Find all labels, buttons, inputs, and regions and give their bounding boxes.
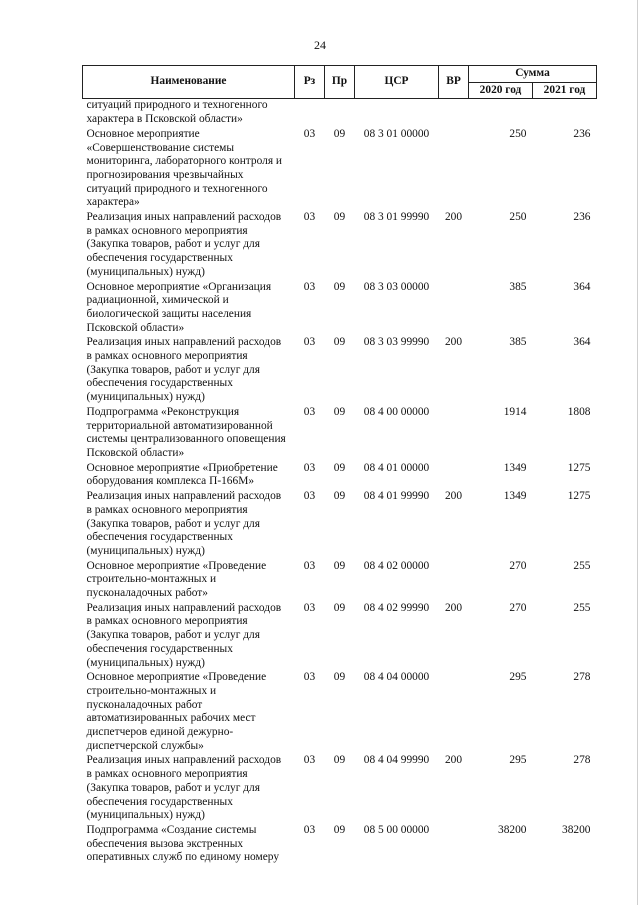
cell-vr: 200 xyxy=(444,601,463,614)
cell-pr: 09 xyxy=(333,405,346,418)
header-vr: ВР xyxy=(439,66,469,99)
page-number: 24 xyxy=(314,38,326,52)
cell-vr: 200 xyxy=(444,490,463,503)
cell-pr: 09 xyxy=(333,823,346,836)
cell-rz: 03 xyxy=(303,461,316,474)
table-row xyxy=(83,99,597,128)
table-row xyxy=(83,490,597,560)
table-header xyxy=(83,66,597,99)
cell-sum-2021: 1275 xyxy=(567,490,591,503)
cell-rz: 03 xyxy=(303,601,316,614)
cell-rz: 03 xyxy=(303,559,316,572)
cell-csr: 08 3 01 99990 xyxy=(363,211,430,224)
header-csr: ЦСР xyxy=(355,66,439,99)
cell-name: Реализация иных направлений расходов в рамках основного мероприятия (Закупка товаров, работ и услуг для обеспечения государственных (муниципальных) нужд) xyxy=(86,490,282,557)
header-year-2020: 2020 год xyxy=(469,82,533,99)
header-name: Наименование xyxy=(83,66,295,99)
cell-name: Реализация иных направлений расходов в рамках основного мероприятия (Закупка товаров, работ и услуг для обеспечения государственных (муниципальных) нужд) xyxy=(86,754,282,822)
cell-vr xyxy=(439,99,469,128)
cell-csr: 08 4 01 00000 xyxy=(363,461,430,474)
table-body xyxy=(83,99,597,866)
cell-sum-2021: 364 xyxy=(573,280,591,293)
cell-name: Основное мероприятие «Проведение строительно-монтажных и пусконаладочных работ» xyxy=(86,559,267,600)
cell-rz: 03 xyxy=(303,336,316,349)
cell-name: Основное мероприятие «Совершенствование системы мониторинга, лабораторного контроля и прогнозирования чрезвычайных ситуаций природного и техногенного характера» xyxy=(86,127,283,209)
budget-table xyxy=(82,65,597,866)
cell-rz: 03 xyxy=(303,280,316,293)
cell-sum-2021: 278 xyxy=(573,671,591,684)
cell-sum-2020: 385 xyxy=(509,280,527,293)
cell-csr: 08 3 03 00000 xyxy=(363,280,430,293)
cell-vr xyxy=(439,824,469,866)
cell-pr: 09 xyxy=(333,461,346,474)
cell-name: Подпрограмма «Создание системы обеспечения вызова экстренных оперативных служб по единому номеру xyxy=(86,823,280,864)
cell-csr: 08 4 01 99990 xyxy=(363,490,430,503)
cell-pr: 09 xyxy=(333,280,346,293)
cell-sum-2021 xyxy=(533,99,597,128)
cell-csr: 08 3 03 99990 xyxy=(363,336,430,349)
cell-pr: 09 xyxy=(333,559,346,572)
cell-name: Реализация иных направлений расходов в рамках основного мероприятия (Закупка товаров, работ и услуг для обеспечения государственных (муниципальных) нужд) xyxy=(86,211,282,278)
cell-name: Подпрограмма «Реконструкция территориальной автоматизированной системы централизованного оповещения Псковской области» xyxy=(86,405,286,459)
cell-sum-2020: 270 xyxy=(509,559,527,572)
cell-sum-2020: 1349 xyxy=(503,490,527,503)
table-row xyxy=(83,671,597,754)
cell-sum-2021: 1808 xyxy=(567,405,591,418)
header-rz: Рз xyxy=(295,66,325,99)
table-row xyxy=(83,128,597,211)
cell-rz xyxy=(295,99,325,128)
page-edge-line xyxy=(637,0,638,905)
cell-name: Основное мероприятие «Проведение строительно-монтажных и пусконаладочных работ автоматизированных рабочих мест диспетчеров единой дежурно-диспетчерской службы» xyxy=(86,671,267,752)
cell-sum-2021: 236 xyxy=(573,127,591,140)
cell-vr xyxy=(439,462,469,490)
cell-pr: 09 xyxy=(333,601,346,614)
table-row xyxy=(83,406,597,462)
cell-name: Реализация иных направлений расходов в рамках основного мероприятия (Закупка товаров, работ и услуг для обеспечения государственных (муниципальных) нужд) xyxy=(86,601,282,669)
cell-rz: 03 xyxy=(303,127,316,140)
cell-sum-2021: 364 xyxy=(573,336,591,349)
cell-rz: 03 xyxy=(303,671,316,684)
cell-vr xyxy=(439,560,469,602)
cell-pr: 09 xyxy=(333,211,346,224)
cell-rz: 03 xyxy=(303,490,316,503)
cell-rz: 03 xyxy=(303,405,316,418)
cell-vr xyxy=(439,671,469,754)
cell-sum-2020: 270 xyxy=(509,601,527,614)
cell-vr: 200 xyxy=(444,754,463,767)
header-sum: Сумма xyxy=(469,66,597,83)
table-row xyxy=(83,462,597,490)
cell-pr: 09 xyxy=(333,671,346,684)
cell-sum-2020: 250 xyxy=(509,211,527,224)
table-row xyxy=(83,602,597,672)
cell-sum-2020: 250 xyxy=(509,127,527,140)
cell-rz: 03 xyxy=(303,823,316,836)
cell-sum-2021: 278 xyxy=(573,754,591,767)
cell-csr: 08 4 02 00000 xyxy=(363,559,430,572)
cell-name: Основное мероприятие «Организация радиационной, химической и биологической защиты населения Псковской области» xyxy=(86,280,272,334)
cell-vr: 200 xyxy=(444,211,463,224)
cell-sum-2020: 295 xyxy=(509,671,527,684)
cell-vr: 200 xyxy=(444,336,463,349)
header-pr: Пр xyxy=(325,66,355,99)
cell-sum-2020: 1914 xyxy=(503,405,527,418)
cell-name: ситуаций природного и техногенного характера в Псковской области» xyxy=(86,99,268,126)
cell-vr xyxy=(439,128,469,211)
cell-sum-2020: 295 xyxy=(509,754,527,767)
cell-pr xyxy=(325,99,355,128)
cell-pr: 09 xyxy=(333,127,346,140)
table-row xyxy=(83,211,597,281)
table-row xyxy=(83,560,597,602)
cell-sum-2020 xyxy=(469,99,533,128)
table-row xyxy=(83,336,597,406)
cell-name: Основное мероприятие «Приобретение оборудования комплекса П-166М» xyxy=(86,461,278,488)
cell-csr: 08 4 02 99990 xyxy=(363,601,430,614)
cell-csr: 08 5 00 00000 xyxy=(363,823,430,836)
cell-sum-2020: 1349 xyxy=(503,461,527,474)
cell-rz: 03 xyxy=(303,754,316,767)
header-year-2021: 2021 год xyxy=(533,82,597,99)
cell-sum-2021: 255 xyxy=(573,601,591,614)
cell-sum-2020: 38200 xyxy=(498,823,527,836)
cell-csr: 08 4 00 00000 xyxy=(363,405,430,418)
cell-csr xyxy=(355,99,439,128)
cell-vr xyxy=(439,406,469,462)
cell-csr: 08 4 04 99990 xyxy=(363,754,430,767)
cell-rz: 03 xyxy=(303,211,316,224)
cell-sum-2020: 385 xyxy=(509,336,527,349)
cell-csr: 08 4 04 00000 xyxy=(363,671,430,684)
cell-sum-2021: 236 xyxy=(573,211,591,224)
cell-name: Реализация иных направлений расходов в рамках основного мероприятия (Закупка товаров, работ и услуг для обеспечения государственных (муниципальных) нужд) xyxy=(86,336,282,404)
cell-csr: 08 3 01 00000 xyxy=(363,127,430,140)
cell-pr: 09 xyxy=(333,754,346,767)
cell-vr xyxy=(439,281,469,337)
cell-pr: 09 xyxy=(333,490,346,503)
cell-sum-2021: 38200 xyxy=(562,823,591,836)
table-row xyxy=(83,281,597,337)
table-row xyxy=(83,824,597,866)
table-row xyxy=(83,754,597,824)
cell-sum-2021: 255 xyxy=(573,559,591,572)
cell-pr: 09 xyxy=(333,336,346,349)
cell-sum-2021: 1275 xyxy=(567,461,591,474)
